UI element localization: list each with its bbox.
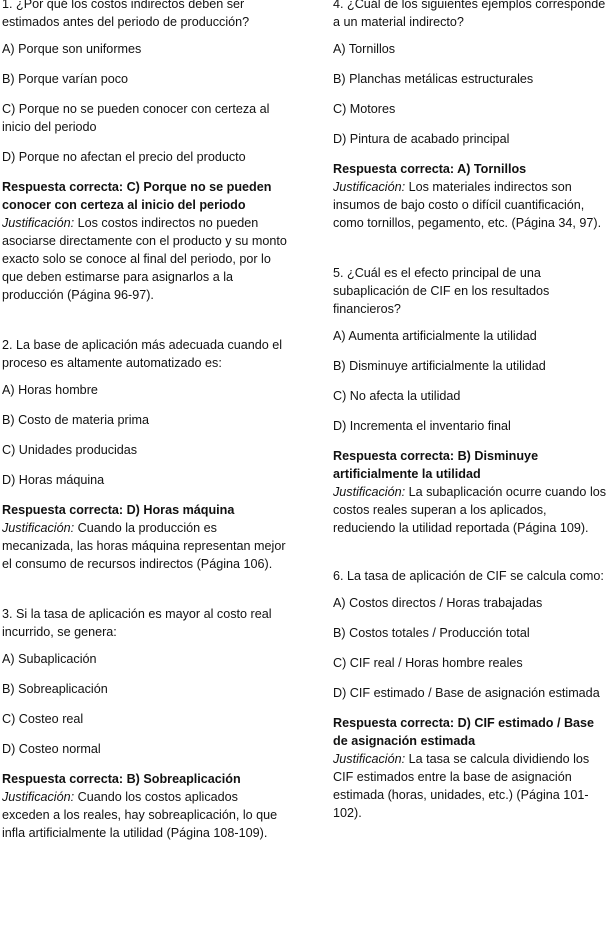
question-4-answer: Respuesta correcta: A) Tornillos [333, 162, 527, 176]
question-6-justification-label: Justificación: [333, 752, 406, 766]
question-3-option-c: C) Costeo real [2, 712, 84, 726]
question-5-answer: Respuesta correcta: B) Disminuye artificialmente la utilidad [333, 449, 539, 481]
question-5-option-b: B) Disminuye artificialmente la utilidad [333, 359, 546, 373]
question-2-option-d: D) Horas máquina [2, 473, 105, 487]
question-6-text: 6. La tasa de aplicación de CIF se calcula como: [333, 569, 604, 583]
question-1-option-b: B) Porque varían poco [2, 72, 129, 86]
question-5-justification [333, 483, 611, 537]
question-5 [333, 264, 611, 537]
question-3-text: 3. Si la tasa de aplicación es mayor al costo real incurrido, se genera: [2, 607, 272, 639]
question-6 [333, 567, 611, 822]
question-1 [2, 0, 287, 304]
question-3-justification [2, 788, 287, 842]
question-4-option-b: B) Planchas metálicas estructurales [333, 72, 534, 86]
question-4-option-c: C) Motores [333, 102, 396, 116]
question-1-option-d: D) Porque no afectan el precio del producto [2, 150, 246, 164]
question-5-option-d: D) Incrementa el inventario final [333, 419, 511, 433]
question-6-justification [333, 750, 611, 822]
question-3-option-d: D) Costeo normal [2, 742, 101, 756]
question-1-justification-text: Los costos indirectos no pueden asociarse directamente con el producto y su monto exacto solo se conoce al final del periodo, por lo que deben estimarse para asignarlos a la producción (Página 96-97). [2, 216, 287, 302]
question-5-option-a: A) Aumenta artificialmente la utilidad [333, 329, 537, 343]
question-2-justification [2, 519, 287, 573]
question-1-text: 1. ¿Por qué los costos indirectos deben ser estimados antes del periodo de producción? [2, 0, 250, 29]
question-2-option-a: A) Horas hombre [2, 383, 98, 397]
question-3-answer: Respuesta correcta: B) Sobreaplicación [2, 772, 241, 786]
question-4-justification-label: Justificación: [333, 180, 406, 194]
question-4-option-d: D) Pintura de acabado principal [333, 132, 510, 146]
question-2-justification-text: Cuando la producción es mecanizada, las horas máquina representan mejor el consumo de recursos indirectos (Página 106). [2, 521, 286, 571]
question-4-option-a: A) Tornillos [333, 42, 396, 56]
question-6-option-c: C) CIF real / Horas hombre reales [333, 656, 523, 670]
question-4-text: 4. ¿Cuál de los siguientes ejemplos corresponde a un material indirecto? [333, 0, 606, 29]
question-5-justification-label: Justificación: [333, 485, 406, 499]
question-1-option-c: C) Porque no se pueden conocer con certeza al inicio del periodo [2, 102, 270, 134]
question-3-justification-text: Cuando los costos aplicados exceden a los reales, hay sobreaplicación, lo que infla artificialmente la utilidad (Página 108-109). [2, 790, 278, 840]
question-4-justification-text: Los materiales indirectos son insumos de bajo costo o difícil cuantificación, como tornillos, pegamento, etc. (Página 34, 97). [333, 180, 602, 230]
question-2-answer: Respuesta correcta: D) Horas máquina [2, 503, 235, 517]
question-3 [2, 605, 287, 842]
spacer [2, 304, 287, 336]
question-2-option-c: C) Unidades producidas [2, 443, 138, 457]
left-column [2, 0, 287, 842]
question-5-option-c: C) No afecta la utilidad [333, 389, 461, 403]
question-3-option-a: A) Subaplicación [2, 652, 97, 666]
question-6-option-d: D) CIF estimado / Base de asignación estimada [333, 686, 600, 700]
question-1-option-a: A) Porque son uniformes [2, 42, 142, 56]
question-6-justification-text: La tasa se calcula dividiendo los CIF estimados entre la base de asignación estimada (horas, unidades, etc.) (Página 101-102). [333, 752, 590, 820]
question-3-justification-label: Justificación: [2, 790, 75, 804]
right-column [333, 0, 611, 822]
question-1-justification [2, 214, 287, 304]
question-2-justification-label: Justificación: [2, 521, 75, 535]
spacer [333, 537, 611, 567]
question-2-text: 2. La base de aplicación más adecuada cuando el proceso es altamente automatizado es: [2, 338, 283, 370]
question-4 [333, 0, 611, 232]
question-5-justification-text: La subaplicación ocurre cuando los costos reales superan a los aplicados, reduciendo la utilidad reportada (Página 109). [333, 485, 607, 535]
question-2-option-b: B) Costo de materia prima [2, 413, 149, 427]
question-5-text: 5. ¿Cuál es el efecto principal de una subaplicación de CIF en los resultados financieros? [333, 266, 550, 316]
question-1-answer: Respuesta correcta: C) Porque no se pueden conocer con certeza al inicio del periodo [2, 180, 272, 212]
question-6-option-b: B) Costos totales / Producción total [333, 626, 530, 640]
question-1-justification-label: Justificación: [2, 216, 75, 230]
question-3-option-b: B) Sobreaplicación [2, 682, 108, 696]
question-6-answer: Respuesta correcta: D) CIF estimado / Base de asignación estimada [333, 716, 595, 748]
spacer [333, 232, 611, 264]
question-2 [2, 336, 287, 573]
question-4-justification [333, 178, 611, 232]
spacer [2, 573, 287, 605]
question-6-option-a: A) Costos directos / Horas trabajadas [333, 596, 543, 610]
